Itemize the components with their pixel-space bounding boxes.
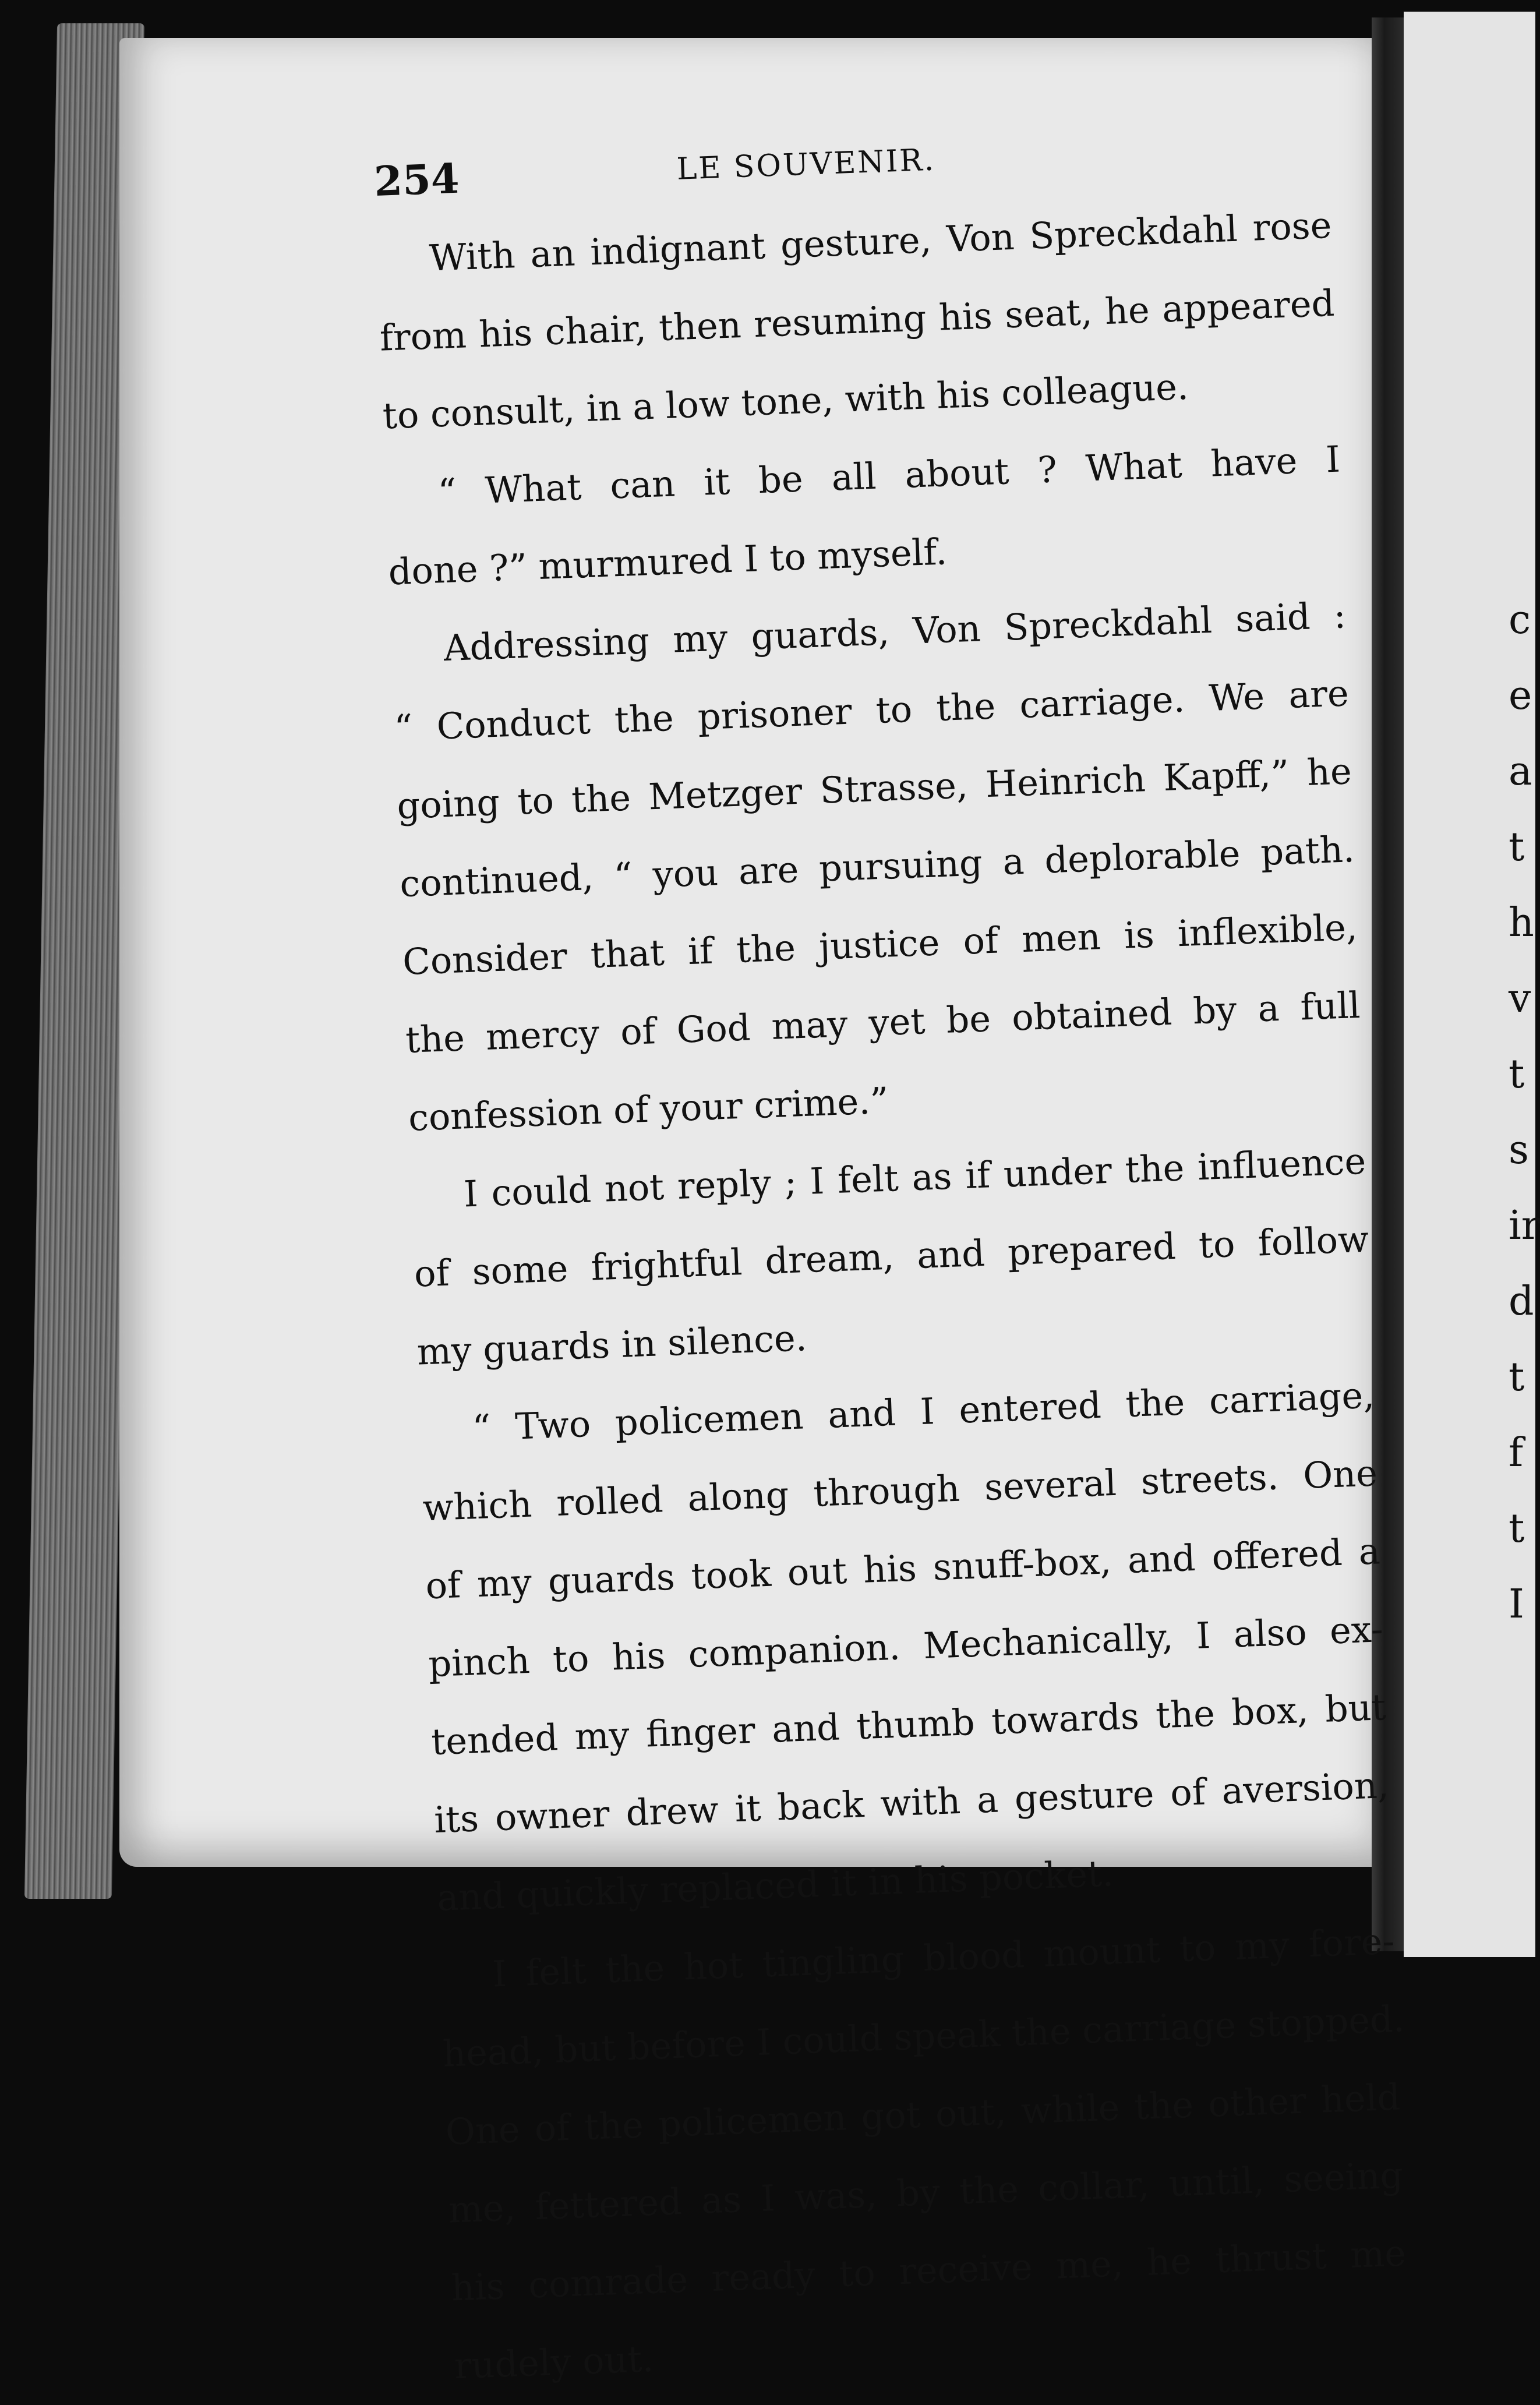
facing-letter: e bbox=[1509, 673, 1532, 719]
facing-letter: t bbox=[1509, 1051, 1525, 1097]
page-number: 254 bbox=[373, 154, 460, 206]
running-head: LE SOUVENIR. bbox=[676, 142, 936, 187]
paragraph bbox=[390, 576, 1364, 1157]
facing-letter: c bbox=[1509, 597, 1531, 643]
facing-letter: d bbox=[1509, 1279, 1534, 1325]
facing-letter: a bbox=[1509, 748, 1532, 794]
text-line: confession of your crime.” bbox=[407, 1079, 889, 1139]
text-line: Addressing my guards, Von Spreckdahl said : bbox=[443, 594, 1347, 670]
text-line: its owner drew it back with a gesture of aversion, bbox=[433, 1763, 1390, 1842]
facing-letter: s bbox=[1509, 1127, 1529, 1173]
text-line: One of the policemen got out, while the other held bbox=[444, 2075, 1401, 2153]
text-line: of some frightful dream, and prepared to follow bbox=[413, 1217, 1370, 1295]
text-line: With an indignant gesture, Von Spreckdahl rose bbox=[428, 203, 1333, 280]
facing-letter: ir bbox=[1509, 1203, 1540, 1249]
page-text-block bbox=[373, 111, 1410, 2405]
text-line: I could not reply ; I felt as if under the influence bbox=[462, 1139, 1367, 1216]
facing-letter: I bbox=[1509, 1581, 1524, 1627]
text-line: going to the Metzger Strasse, Heinrich Kapff,” he bbox=[396, 750, 1352, 828]
facing-letter: t bbox=[1509, 824, 1525, 870]
paragraph bbox=[439, 1902, 1410, 2405]
text-line: done ?” murmured I to myself. bbox=[387, 530, 948, 594]
text-line: pinch to his companion. Mechanically, I also ex- bbox=[428, 1608, 1384, 1686]
paragraph bbox=[418, 1356, 1393, 1937]
text-line: Consider that if the justice of men is inflexible, bbox=[402, 905, 1358, 984]
facing-letter: t bbox=[1509, 1354, 1525, 1400]
text-line: “ What can it be all about ? What have I bbox=[437, 437, 1341, 514]
facing-letter: t bbox=[1509, 1506, 1525, 1552]
text-line: the mercy of God may yet be obtained by a full bbox=[404, 983, 1361, 1061]
text-line: of my guards took out his snuff-box, and offered a bbox=[425, 1530, 1381, 1608]
text-line: tended my finger and thumb towards the box, but bbox=[430, 1686, 1387, 1764]
text-line: “ Conduct the prisoner to the carriage. We are bbox=[393, 672, 1350, 750]
facing-page-cropped-text bbox=[1509, 582, 1540, 1643]
text-line: rudely out. bbox=[453, 2337, 655, 2388]
text-line: my guards in silence. bbox=[416, 1316, 808, 1373]
facing-letter: f bbox=[1509, 1430, 1524, 1476]
text-line: to consult, in a low tone, with his colleague. bbox=[382, 365, 1189, 437]
text-line: continued, “ you are pursuing a deplorable path. bbox=[399, 828, 1355, 906]
text-line: head, but before I could speak the carriage stopped. bbox=[441, 1997, 1405, 2075]
text-line: his comrade ready to receive me, he thrust me bbox=[450, 2231, 1407, 2309]
text-line: and quickly replaced it in his pocket. bbox=[436, 1852, 1114, 1919]
paragraph bbox=[410, 1122, 1373, 1392]
text-line: “ Two policemen and I entered the carriage, bbox=[471, 1373, 1376, 1450]
text-line: from his chair, then resuming his seat, he appeared bbox=[379, 281, 1336, 359]
text-line: me, fettered as I was, by the collar, until, seeing bbox=[447, 2153, 1404, 2231]
text-line: which rolled along through several streets. One bbox=[422, 1452, 1379, 1530]
text-line: I felt the hot tingling blood mount to my fore- bbox=[491, 1919, 1396, 1996]
facing-letter: h bbox=[1509, 900, 1534, 946]
facing-letter: v bbox=[1509, 976, 1531, 1022]
paragraph bbox=[376, 186, 1339, 455]
